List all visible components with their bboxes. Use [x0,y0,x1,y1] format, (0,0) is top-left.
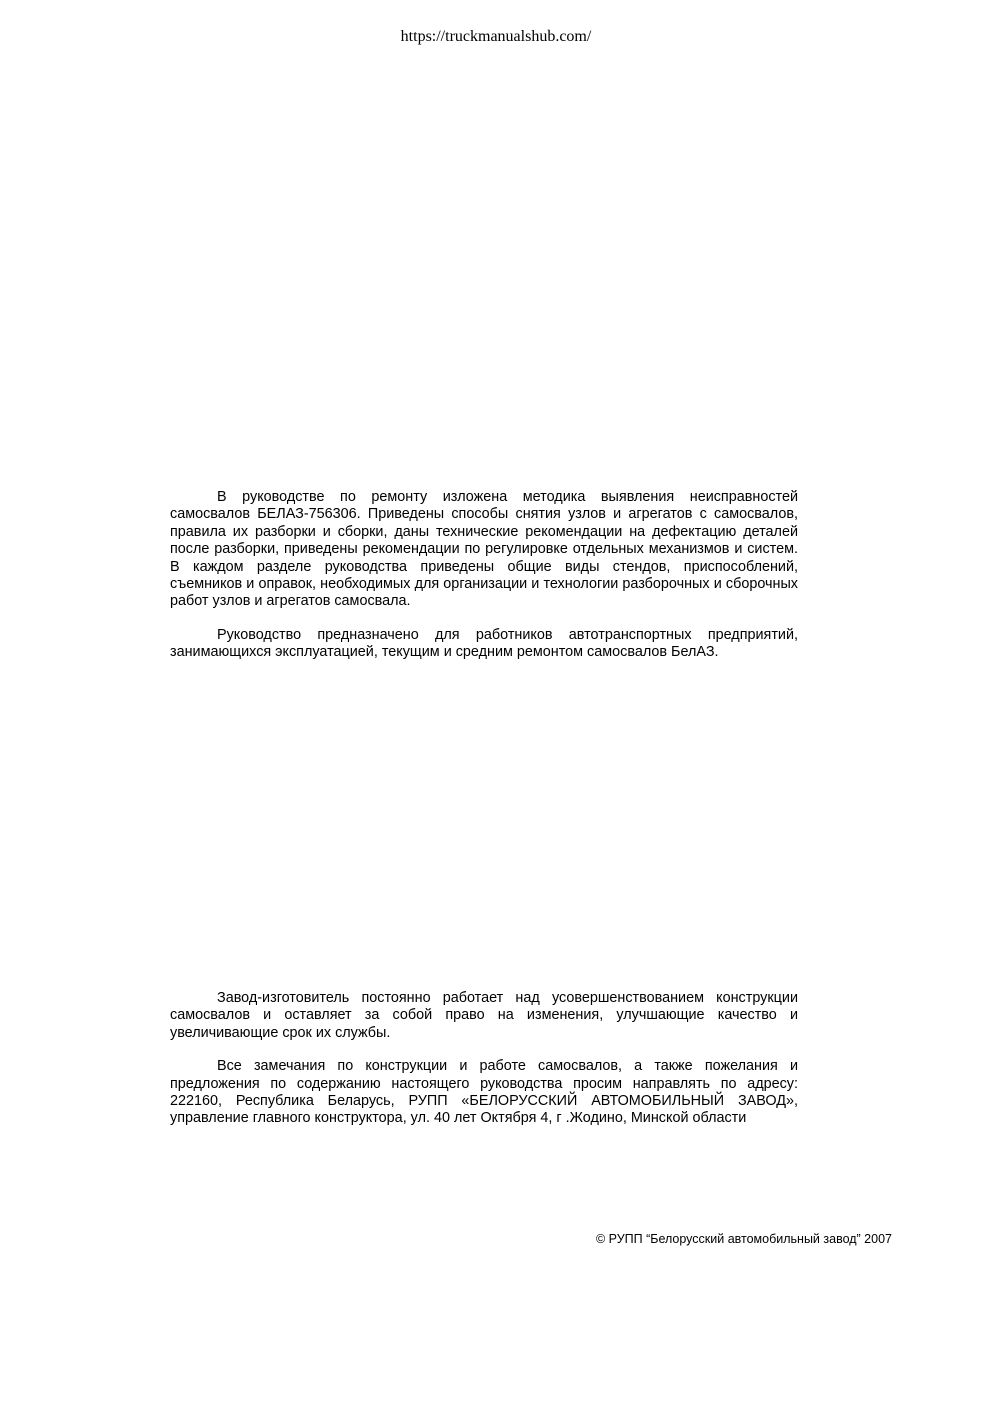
source-url: https://truckmanualshub.com/ [400,28,592,45]
description-paragraph: В руководстве по ремонту изложена методика выявления неисправностей самосвалов БЕЛАЗ-756306. Приведены способы снятия узлов и агрегатов с самосвалов, правила их разборки и сборки, даны технические рекомендации на дефектацию деталей после разборки, приведены рекомендации по регулировке отдельных механизмов и систем. В каждом разделе руководства приведены общие виды стендов, приспособлений, съемников и оправок, необходимых для организации и технологии разборочных и сборочных работ узлов и агрегатов самосвала. [170,489,798,610]
copyright-notice: © РУПП “Белорусский автомобильный завод” 2007 [595,1232,892,1246]
feedback-address-paragraph: Все замечания по конструкции и работе самосвалов, а также пожелания и предложения по содержанию настоящего руководства просим направлять по адресу: 222160, Республика Беларусь, РУПП «БЕЛОРУССКИЙ АВТОМОБИЛЬНЫЙ ЗАВОД», управление главного конструктора, ул. 40 лет Октября 4, г .Жодино, Минской области [170,1058,798,1127]
improvement-notice-paragraph: Завод-изготовитель постоянно работает над усовершенствованием конструкции самосвалов и оставляет за собой право на изменения, улучшающие качество и увеличивающие срок их службы. [170,990,798,1041]
audience-paragraph: Руководство предназначено для работников автотранспортных предприятий, занимающихся эксплуатацией, текущим и средним ремонтом самосвалов БелАЗ. [170,626,798,661]
manufacturer-notice [170,990,798,1128]
manual-description [170,489,798,662]
